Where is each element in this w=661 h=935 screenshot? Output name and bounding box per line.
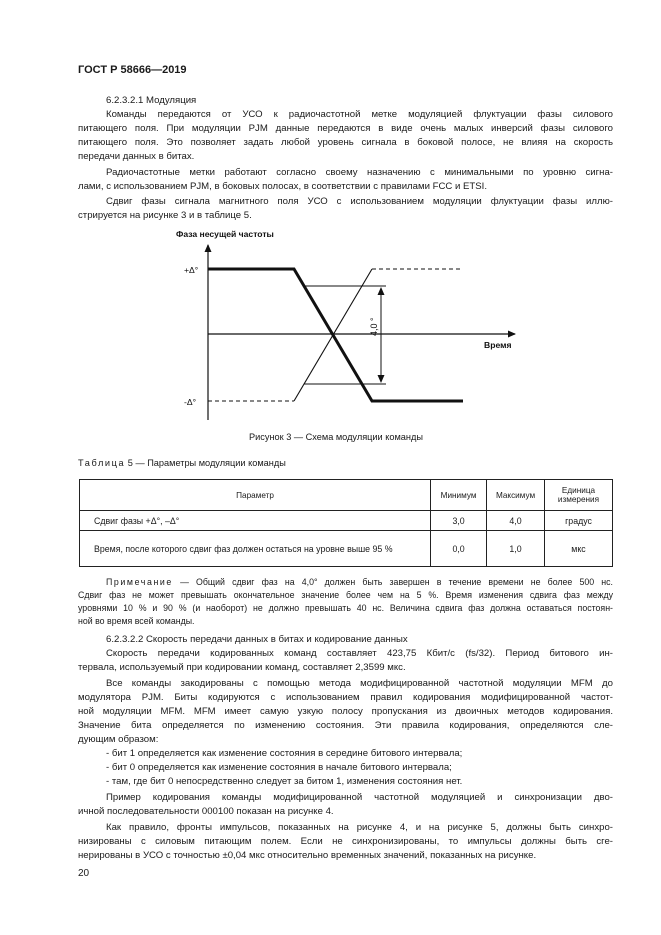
paragraph-line: дующим образом: bbox=[78, 734, 159, 745]
paragraph-line: ной модуляции MFM. MFM имеет самую узкую полосу пропускания из двоичных методов кодирования. bbox=[78, 706, 613, 717]
paragraph-line: Радиочастотные метки работают согласно своему назначению с минимальными по уровню сигна- bbox=[106, 167, 613, 178]
table-row bbox=[80, 511, 613, 531]
span-label: 4,0 ° bbox=[369, 317, 379, 336]
paragraph-line: передачи данных в битах. bbox=[78, 151, 195, 162]
minus-delta-label: -Δ° bbox=[184, 397, 197, 407]
table-header-row bbox=[80, 480, 613, 511]
cell-unit: градус bbox=[545, 511, 613, 531]
cell-param: Сдвиг фазы +Δ°, –Δ° bbox=[80, 511, 431, 531]
note-label: Примечание bbox=[106, 577, 173, 587]
figure-caption: Рисунок 3 — Схема модуляции команды bbox=[249, 432, 423, 442]
paragraph-line: Пример кодирования команды модифицированной частотной модуляцией и синхронизации дво- bbox=[106, 792, 613, 803]
list-item: - бит 1 определяется как изменение состояния в середине битового интервала; bbox=[106, 748, 463, 759]
paragraph-line: лами, с использованием PJM, в боковых полосах, в соответствии с правилами FCC и ETSI. bbox=[78, 181, 488, 192]
plus-delta-label: +Δ° bbox=[184, 265, 199, 275]
phase-trace-solid bbox=[208, 269, 463, 401]
parameters-table bbox=[79, 479, 613, 567]
page-number: 20 bbox=[78, 868, 90, 879]
note-line: ной во время всей команды. bbox=[78, 616, 195, 626]
list-item: - там, где бит 0 непосредственно следует за битом 1, изменения состояния нет. bbox=[106, 776, 463, 787]
note-line: Сдвиг фаз не может превышать окончательное значение более чем на 5 %. Время изменения сдвига фаз между bbox=[78, 590, 613, 600]
section-heading-bitrate: 6.2.3.2.2 Скорость передачи данных в битах и кодирование данных bbox=[106, 634, 408, 645]
list-item: - бит 0 определяется как изменение состояния в начале битового интервала; bbox=[106, 762, 452, 773]
table-title-word: Таблица bbox=[78, 458, 126, 468]
paragraph-line: Как правило, фронты импульсов, показанных на рисунке 4, и на рисунке 5, должны быть синхро- bbox=[106, 822, 613, 833]
cell-param: Время, после которого сдвиг фаз должен остаться на уровне выше 95 % bbox=[80, 531, 431, 567]
cell-min: 3,0 bbox=[431, 511, 487, 531]
paragraph-line: Команды передаются от УСО к радиочастотной метке модуляцией флуктуации фазы силового bbox=[106, 109, 613, 120]
paragraph-line: стрируется на рисунке 3 и в таблице 5. bbox=[78, 210, 252, 221]
table-row bbox=[80, 531, 613, 567]
paragraph-line: тервала, используемый при кодировании команд, составляет 2,3599 мкс. bbox=[78, 662, 406, 673]
note-text: — Общий сдвиг фаз на 4,0° должен быть завершен в течение времени не более 500 нс. bbox=[172, 577, 613, 587]
paragraph-line: Скорость передачи кодированных команд составляет 423,75 Кбит/с (fs/32). Период битового ин- bbox=[106, 648, 613, 659]
paragraph-line: ичной последовательности 000100 показан на рисунке 4. bbox=[78, 806, 334, 817]
table-title-rest: 5 — Параметры модуляции команды bbox=[125, 458, 286, 468]
cell-min: 0,0 bbox=[431, 531, 487, 567]
section-heading-modulation: 6.2.3.2.1 Модуляция bbox=[106, 95, 197, 106]
paragraph-line: низированы с силовым питающим полем. Если не синхронизированы, то импульсы должны быть сге- bbox=[78, 836, 613, 847]
note-line: уровнями 10 % и 90 % (и наоборот) не должно превышать 40 нс. Величина сдвига фаз должна оставаться постоян- bbox=[78, 603, 613, 613]
paragraph-line: Значение бита определяется по изменению состояния. Эти правила кодирования, определяются сле- bbox=[78, 720, 613, 731]
header-unit: Единица измерения bbox=[545, 480, 613, 511]
x-axis-label: Время bbox=[484, 340, 512, 350]
note-line bbox=[106, 576, 613, 589]
paragraph-line: питающего поля. Это позволяет задать любой уровень сигнала в боковой полосе, не влияя на скорость bbox=[78, 137, 613, 148]
paragraph-line: нерированы в УСО с точностью ±0,04 мкс относительно временных значений, показанных на рисунке. bbox=[78, 850, 537, 861]
cell-max: 4,0 bbox=[487, 511, 545, 531]
paragraph-line: модулятора PJM. Биты кодируются с использованием правил кодирования модифицированной частот- bbox=[78, 692, 613, 703]
header-max: Максимум bbox=[487, 480, 545, 511]
header-param: Параметр bbox=[80, 480, 431, 511]
paragraph-line: Сдвиг фазы сигнала магнитного поля УСО с использованием модуляции флуктуации фазы иллю- bbox=[106, 196, 613, 207]
paragraph-line: Все команды закодированы с помощью метода модифицированной частотной модуляции MFM до bbox=[106, 678, 613, 689]
header-min: Минимум bbox=[431, 480, 487, 511]
document-header: ГОСТ Р 58666—2019 bbox=[78, 64, 187, 76]
y-axis-label: Фаза несущей частоты bbox=[176, 229, 274, 239]
paragraph-line: питающего поля. При модуляции PJM данные передаются в виде очень малых инверсий фазы силового bbox=[78, 123, 613, 134]
cell-unit: мкс bbox=[545, 531, 613, 567]
table-title bbox=[78, 458, 286, 468]
cell-max: 1,0 bbox=[487, 531, 545, 567]
